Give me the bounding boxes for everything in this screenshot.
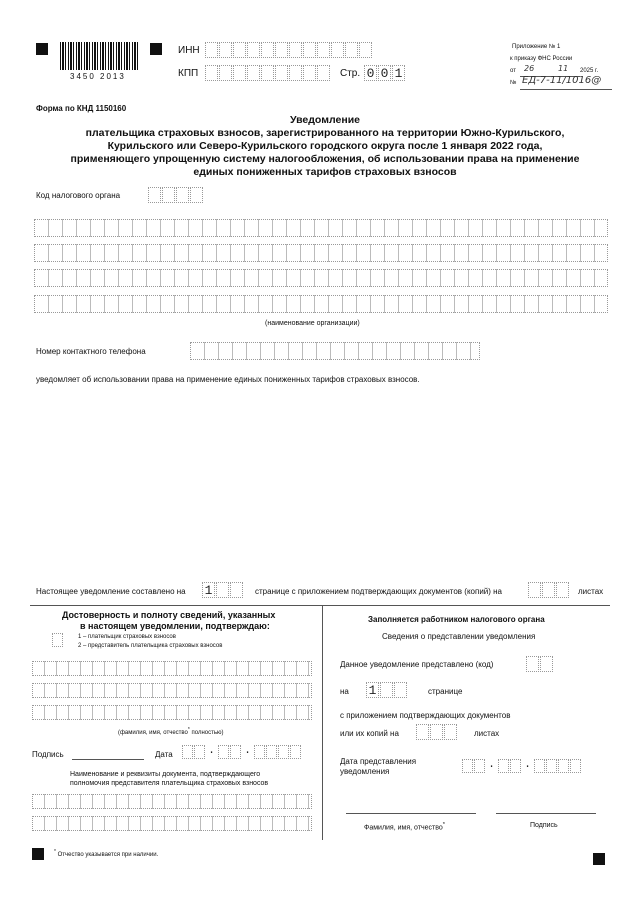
footnote-mark: * xyxy=(187,727,190,733)
appendix-date-month: 11 xyxy=(558,64,569,73)
org-name-caption: (наименование организации) xyxy=(265,320,360,327)
corner-marker-top-left xyxy=(36,43,48,55)
form-code: Форма по КНД 1150160 xyxy=(36,104,127,113)
submission-date-label-2: уведомления xyxy=(340,767,390,776)
official-fio-caption xyxy=(364,822,445,831)
submitted-code-label: Данное уведомление представлено (код) xyxy=(340,660,494,669)
submitted-pages-digit: 1 xyxy=(366,682,379,698)
signer-type-field[interactable] xyxy=(52,633,64,647)
corner-marker-bottom-right xyxy=(593,853,605,865)
title-line-2: плательщика страховых взносов, зарегистрированного на территории Южно-Курильского, xyxy=(85,127,565,139)
submitted-pages-field[interactable] xyxy=(366,682,408,698)
signer-name-row[interactable] xyxy=(32,705,312,720)
doc-details-row[interactable] xyxy=(32,794,312,809)
document-title xyxy=(40,114,610,179)
signer-name-row[interactable] xyxy=(32,683,312,698)
attached-docs-label: с приложением подтверждающих документов xyxy=(340,711,511,720)
barcode-number: 3450 2013 xyxy=(70,72,126,81)
pages-line-suffix: листах xyxy=(578,587,604,596)
date-label: Дата xyxy=(155,750,173,759)
submission-date-field[interactable]: . . xyxy=(462,759,582,773)
official-fio-line[interactable] xyxy=(346,813,476,814)
page-number-label: Стр. xyxy=(340,68,361,79)
page-word-label: странице xyxy=(428,687,463,696)
sheets-label: листах xyxy=(474,729,500,738)
copies-sheets-field[interactable] xyxy=(416,724,458,740)
signer-option-2: 2 – представитель плательщика страховых взносов xyxy=(78,643,223,649)
appendix-date-day: 26 xyxy=(524,64,535,73)
pages-line-prefix: Настоящее уведомление составлено на xyxy=(36,587,186,596)
signer-name-caption xyxy=(118,727,223,736)
title-line-4: применяющего упрощенную систему налогообложения, об использовании права на применение xyxy=(70,153,580,165)
notice-text: уведомляет об использовании права на применение единых пониженных тарифов страховых взносов. xyxy=(36,375,420,384)
signature-date-field[interactable]: . . xyxy=(182,745,302,759)
pages-line-middle: странице с приложением подтверждающих документов (копий) на xyxy=(255,587,503,596)
signer-name-row[interactable] xyxy=(32,661,312,676)
copies-label: или их копий на xyxy=(340,729,399,738)
official-subheading: Сведения о представлении уведомления xyxy=(382,632,536,641)
doc-caption-2: полномочия представителя плательщика страховых взносов xyxy=(70,780,269,787)
attachment-sheets-field[interactable] xyxy=(528,582,570,598)
appendix-order-number: ЕД-7-11/1016@ xyxy=(522,75,602,86)
signer-name-caption-text: (фамилия, имя, отчество xyxy=(118,730,188,736)
pages-count-digit: 1 xyxy=(202,582,215,598)
appendix-date-year: 2025 г. xyxy=(580,68,599,74)
page-digit: 0 xyxy=(378,65,391,81)
barcode-image xyxy=(60,42,140,70)
official-fio-caption-text: Фамилия, имя, отчество xyxy=(364,824,443,832)
appendix-line-3-prefix: от xyxy=(510,68,516,74)
on-label: на xyxy=(340,687,349,696)
confirm-heading-1: Достоверность и полноту сведений, указанных xyxy=(62,610,276,620)
appendix-number-prefix: № xyxy=(510,80,517,86)
official-heading: Заполняется работником налогового органа xyxy=(368,615,545,624)
appendix-number-underline xyxy=(520,89,612,90)
org-name-row[interactable] xyxy=(34,295,608,313)
title-line-5: единых пониженных тарифов страховых взносов xyxy=(193,166,457,178)
footnote-text: Отчество указывается при наличии. xyxy=(57,852,159,858)
org-name-row[interactable] xyxy=(34,244,608,262)
doc-details-row[interactable] xyxy=(32,816,312,831)
org-name-row[interactable] xyxy=(34,269,608,287)
footnote-mark: * xyxy=(54,849,56,855)
pages-count-field[interactable] xyxy=(202,582,244,598)
appendix-line-1: Приложение № 1 xyxy=(512,44,561,50)
section-divider-vertical xyxy=(322,605,323,840)
kpp-field[interactable] xyxy=(205,65,331,81)
submitted-code-field[interactable] xyxy=(526,656,554,672)
official-signature-line[interactable] xyxy=(496,813,596,814)
page-digit: 1 xyxy=(392,65,405,81)
phone-label: Номер контактного телефона xyxy=(36,347,146,356)
kpp-label: КПП xyxy=(178,68,199,79)
title-line-3: Курильского или Северо-Курильского городского округа после 1 января 2022 года, xyxy=(107,140,543,152)
signature-label: Подпись xyxy=(32,750,64,759)
inn-field[interactable] xyxy=(205,42,373,58)
corner-marker-top-mid xyxy=(150,43,162,55)
doc-caption-1: Наименование и реквизиты документа, подтверждающего xyxy=(70,771,261,778)
footnote-mark: * xyxy=(442,822,446,828)
phone-field[interactable] xyxy=(190,342,480,360)
title-line-1: Уведомление xyxy=(289,114,360,126)
signer-option-1: 1 – плательщик страховых взносов xyxy=(78,634,176,640)
inn-label: ИНН xyxy=(178,45,200,56)
footnote xyxy=(54,849,158,858)
tax-authority-code-label: Код налогового органа xyxy=(36,191,121,200)
official-signature-caption: Подпись xyxy=(530,822,558,829)
appendix-line-2: к приказу ФНС России xyxy=(510,56,573,62)
confirm-heading-2: в настоящем уведомлении, подтверждаю: xyxy=(80,621,270,631)
signer-name-caption-note: полностью) xyxy=(191,730,224,736)
submission-date-label-1: Дата представления xyxy=(340,757,417,766)
tax-authority-code-field[interactable] xyxy=(148,187,204,203)
org-name-row[interactable] xyxy=(34,219,608,237)
section-divider-horizontal xyxy=(30,605,610,606)
page-digit: 0 xyxy=(364,65,377,81)
page-number-field[interactable] xyxy=(364,65,406,81)
signature-line[interactable] xyxy=(72,759,144,760)
corner-marker-bottom-left xyxy=(32,848,44,860)
